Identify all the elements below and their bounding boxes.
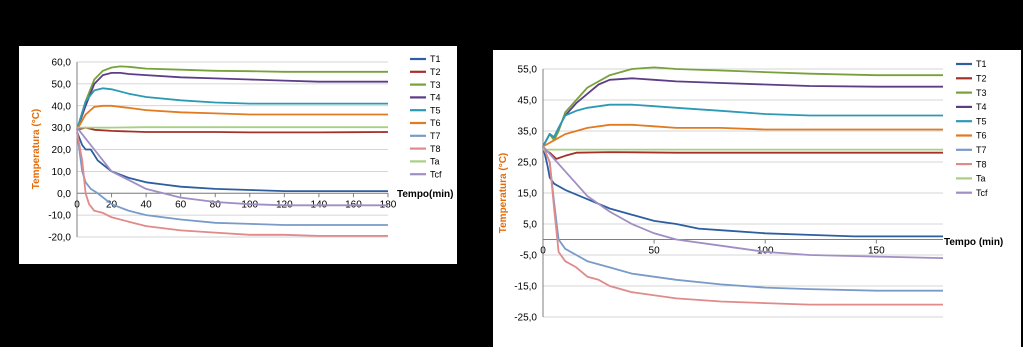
chart1-legend-label-t4: T4	[430, 92, 441, 103]
chart1-xtick-label: 60	[175, 199, 187, 211]
chart2-ytick-label: 35,0	[517, 126, 537, 138]
chart2-series-t3	[543, 67, 943, 146]
chart1-legend-label-t2: T2	[430, 67, 441, 77]
chart-right-svg	[493, 50, 1021, 347]
chart1-xtick-label: 20	[105, 199, 118, 211]
chart1-xtick-label: 160	[345, 199, 362, 211]
chart1-xtick-label: 140	[310, 199, 328, 211]
chart1-ytick-label: 60,0	[51, 57, 71, 69]
chart1-xtick-label: 0	[74, 199, 80, 211]
chart2-xtick-label: 150	[867, 245, 885, 257]
chart2-legend-label-t3: T3	[976, 87, 987, 98]
chart1-series-t3	[77, 66, 388, 129]
chart2-ytick-label: 5,0	[523, 219, 537, 231]
chart1-legend-label-t1: T1	[430, 54, 441, 65]
chart2-ytick-label: -25,0	[514, 312, 537, 324]
chart1-legend-label-t7: T7	[430, 131, 441, 141]
chart2-xtick-label: 50	[648, 245, 660, 257]
chart2-ytick-label: 55,0	[517, 64, 537, 76]
chart2-ytick-label: 25,0	[517, 157, 537, 169]
chart1-x-axis-title: Tempo(min)	[397, 189, 454, 200]
chart2-series-t8	[543, 147, 943, 305]
chart1-xtick-label: 180	[379, 199, 397, 211]
chart2-series-t1	[543, 147, 943, 237]
chart1-ytick-label: 10,0	[51, 166, 71, 178]
chart1-xtick-label: 80	[209, 199, 221, 211]
chart-panel-left	[19, 46, 457, 264]
chart1-series-t8	[77, 132, 388, 236]
chart1-ytick-label: 40,0	[51, 101, 71, 113]
chart2-series-t2	[543, 150, 943, 159]
chart1-y-axis-title: Temperatura (°C)	[31, 108, 42, 190]
chart1-legend-label-t6: T6	[430, 118, 441, 129]
chart1-legend-label-tcf: Tcf	[430, 169, 442, 180]
chart2-legend-label-t7: T7	[976, 145, 987, 155]
chart1-legend-label-t3: T3	[430, 79, 441, 90]
chart-panel-right	[493, 50, 1021, 347]
chart2-series-t6	[543, 125, 943, 147]
chart1-legend-label-ta: Ta	[430, 156, 440, 167]
chart2-legend-label-t2: T2	[976, 73, 987, 84]
chart1-series-t6	[77, 106, 388, 130]
chart1-legend-label-t5: T5	[430, 105, 441, 116]
chart2-legend-label-t8: T8	[976, 159, 987, 170]
chart2-xtick-label: 100	[756, 245, 774, 257]
chart1-ytick-label: -10,0	[48, 210, 71, 222]
chart1-xtick-label: 120	[275, 199, 293, 211]
chart2-x-axis-title: Tempo (min)	[944, 237, 1004, 248]
chart2-ytick-label: 45,0	[517, 95, 537, 107]
chart2-y-axis-title: Temperatura (°C)	[498, 152, 509, 234]
chart2-legend-label-tcf: Tcf	[976, 187, 988, 198]
chart1-xtick-label: 100	[241, 199, 259, 211]
chart2-ytick-label: -15,0	[514, 281, 537, 293]
chart2-legend-label-t6: T6	[976, 130, 987, 141]
chart2-legend-label-t5: T5	[976, 116, 987, 127]
chart2-legend-label-t4: T4	[976, 102, 987, 113]
chart1-ytick-label: 50,0	[51, 79, 71, 91]
chart2-series-tcf	[543, 147, 943, 259]
chart1-ytick-label: -20,0	[48, 232, 71, 244]
chart2-xtick-label: 0	[540, 245, 546, 257]
chart1-ytick-label: 0,0	[57, 188, 71, 200]
chart1-xtick-label: 40	[140, 199, 152, 211]
chart2-legend-label-t1: T1	[976, 59, 987, 70]
chart1-ytick-label: 20,0	[51, 145, 71, 156]
chart2-ytick-label: 15,0	[517, 188, 537, 200]
chart1-ytick-label: 30,0	[51, 123, 71, 135]
chart-left-svg	[19, 46, 457, 264]
chart1-series-t4	[77, 73, 388, 130]
chart2-series-t7	[543, 147, 943, 291]
chart2-ytick-label: -5,0	[519, 250, 537, 262]
chart1-legend-label-t8: T8	[430, 143, 441, 154]
chart1-series-t5	[77, 88, 388, 130]
chart1-series-t1	[77, 132, 388, 191]
chart2-legend-label-ta: Ta	[976, 173, 986, 184]
